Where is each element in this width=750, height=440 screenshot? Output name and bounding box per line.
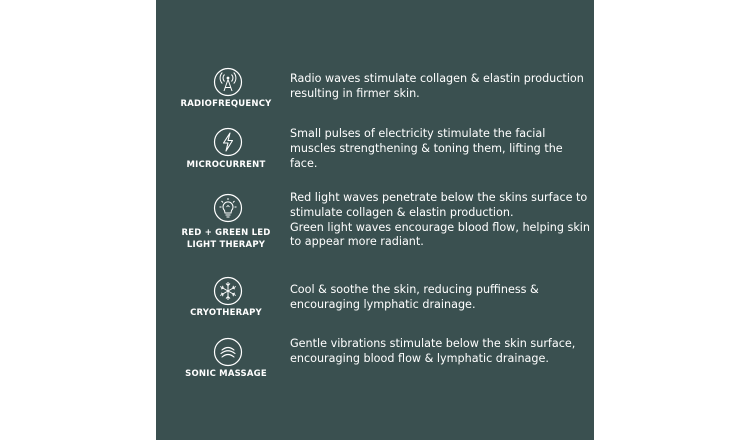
sound-waves-icon [213,337,243,367]
cryotherapy-description: Cool & soothe the skin, reducing puffiness & encouraging lymphatic drainage. [290,283,539,311]
cryotherapy-label: CRYOTHERAPY [190,308,262,318]
lightning-bolt-icon [213,127,243,157]
green-light-text: Green light waves encourage blood flow, helping skin to appear more radiant. [290,220,590,249]
radiofrequency-label: RADIOFREQUENCY [180,99,272,109]
sonic-massage-description: Gentle vibrations stimulate below the skin surface, encouraging blood flow & lymphatic drainage. [290,337,576,365]
microcurrent-description: Small pulses of electricity stimulate the facial muscles strengthening & toning them, lifting the face. [290,127,563,170]
microcurrent-label: MICROCURRENT [186,160,266,170]
led-therapy-label-line1: RED + GREEN LED [181,228,271,238]
red-light-text: Red light waves penetrate below the skins surface to stimulate collagen & elastin production. [290,191,588,219]
sonic-massage-label: SONIC MASSAGE [185,369,267,379]
radio-tower-icon [213,67,243,97]
radiofrequency-description: Radio waves stimulate collagen & elastin production resulting in firmer skin. [290,72,584,100]
snowflake-icon [213,276,243,306]
light-bulb-icon [213,193,243,223]
led-therapy-label-line2: LIGHT THERAPY [186,240,266,250]
led-therapy-description [290,191,590,250]
